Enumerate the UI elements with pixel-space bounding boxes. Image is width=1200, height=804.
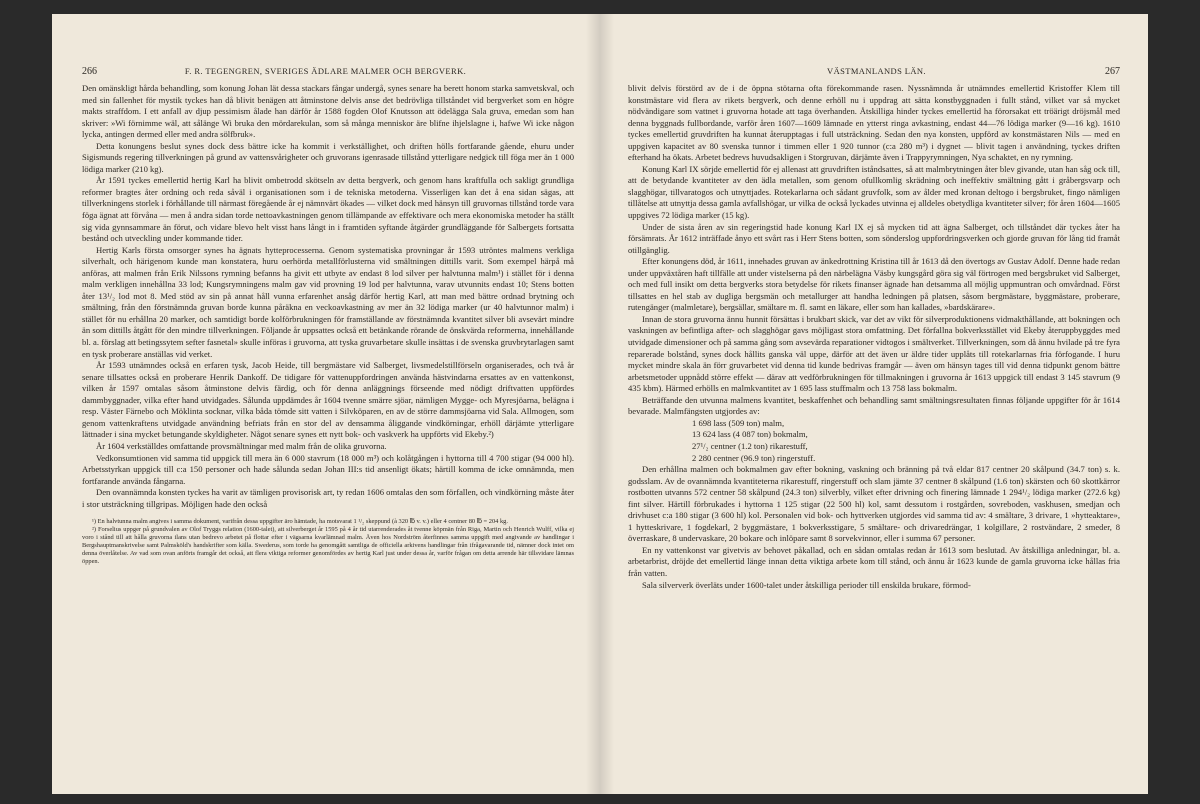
right-page-number: 267 xyxy=(1104,66,1120,77)
right-body-text xyxy=(628,83,1120,591)
right-page xyxy=(600,14,1148,794)
right-running-head: VÄSTMANLANDS LÄN. xyxy=(827,66,926,76)
left-paragraph: År 1604 verkställdes omfattande provsmältningar med malm från de olika gruvorna. xyxy=(96,440,387,451)
right-paragraph: Innan de stora gruvorna ännu hunnit försättas i brukbart skick, var det av vikt för silverproduktionens vidmakthållande, att bokningen och vaskningen av befintliga after- och slagghögar gavs möjligast stora omfattning. Det förfallna bokverksstället vid Ekeby återuppbyggdes med utvidgade dimensioner och på samma gång som avsevärda reparationer vidtogos i smältverket. Tillverkningen, som då ännu hvilade på tre fyra reparerade bolstånd, synes dock hållits ganska väl uppe, därför att det även ur äldre tider upplåts till rotekarlarnas fria förfogande. I huru mycket mindre skala än förr gruvarbetet vid denna tid kunde bedrivas framgår — även om hänsyn tages till vid denna tidpunkt genom bättre arbetsmetoder uppnådd större effekt — därav att vedförbrukningen för tillmakningen i gruvorna år 1613 uppgick till endast 3 145 stavrum (9 435 kbm). Härmed erhölls en malmkvantitet av 1 695 lass stuffmalm och 13 758 lass bokmalm. xyxy=(628,313,1120,394)
ore-list-item: 2 280 centner (96.9 ton) ringerstuff. xyxy=(692,452,816,463)
right-paragraph: Efter konungens död, år 1611, innehades gruvan av änkedrottning Kristina till år 1613 då den övertogs av Gustav Adolf. Denne hade redan under uppväxtåren haft tillfälle att under vistelserna på den närbelägna Väsby kungsgård göra sig väl förtrogen med bergsbruket vid Salberget, och med full insikt om detta bergverks stora betydelse för rikets finanser ägnade han detsamma all möjlig uppmuntran och omvårdnad. Först tillsattes en hel stab av dugliga bergsmän och metallurger att handha ledningen på platsen, såsom bergmästare, byggmästare, proberare, rutengänger (malmletare), bergsällar, smältare m. fl. samt en läkare, eller som han kallades, »bardskärare». xyxy=(628,256,1120,313)
right-running-header xyxy=(628,66,1120,77)
left-paragraph: År 1591 tyckes emellertid hertig Karl ha blivit ombetrodd skötseln av detta bergverk, och genom hans kraftfulla och sakligt grundliga reformer bragtes åter ordning och reda såväl i organisationen som i de tekniska metoderna. Visserligen kan det å ena sidan sägas, att tillverkningens storlek i förhållande till närmast föregående år ej nämnvärt ökades — vilket dock med hänsyn till gruvornas tillstånd torde vara föga ägnat att förvåna — men å andra sidan torde nettoavkastningen genom tillämpande av effektivare och mera ekonomiska metoder ha ställt sig vida gynnsammare än förut, och vidare blevo helt visst hans långt in i framtiden syftande åtgärder grundläggande för Salbergets fortsatta bestånd och utveckling under kommande tider. xyxy=(82,175,574,244)
ore-list-item: 13 624 lass (4 087 ton) bokmalm, xyxy=(692,429,808,440)
right-paragraph: En ny vattenkonst var givetvis av behovet påkallad, och en sådan omtalas redan år 1613 som beslutad. Av åtskilliga anledningar, bl. a. arbetarbrist, dröjde det emellertid länge innan detta viktiga arbete kom till stånd, och ännu år 1623 kunde de gamla gruvorna icke hållas fria från vatten. xyxy=(628,544,1120,578)
left-paragraph: Detta konungens beslut synes dock dess bättre icke ha kommit i verkställighet, och driften hölls fortfarande gående, ehuru under Sigismunds regering tillverkningen på grund av vattensvårigheter och gruvorans igenrasade tillstånd ytterligare nedgick till föga mer än 1 000 lödiga marker (210 kg). xyxy=(82,140,574,174)
ore-list-item: 27¹/₂ centner (1.2 ton) rikarestuff, xyxy=(692,440,808,451)
right-paragraph: blivit delvis förstörd av de i de öppna stötarna ofta förekommande rasen. Nyssnämnda år utnämndes emellertid Kristoffer Klem till konstmästare vid flera av rikets bergverk, och denne erhöll nu i uppdrag att sätta konstbyggnaden i fullt stånd, vilket var så mycket nödvändigare som vattnet i gruvorna hotade att taga överhanden. Åtskilliga hinder tyckes emellertid ha förorsakat ett tröärigt dröjsmål med denna byggnads fullbordande, varför åren 1607—1609 lämnade en ytterst ringa avkastning, endast 44—76 lödiga marker (9—16 kg). 1610 tyckes emellertid gruvdriften ha kunnat återupptagas i full utsträckning. Sedan den nya konsten, uppförd av konstmästaren Nils — med en uppgiven kapacitet av 80 svenska tunnor i timmen eller 1 920 tunnor (c:a 280 m³) i dygnet — blivit tagen i användning, tyckes driften efterhand ha ökats. Arbetet bedrevs huvudsakligen i Storgruvan, därjämte även i Trappyrymningen, Nya schaktet, en ny rymning. xyxy=(628,83,1120,163)
left-footnotes xyxy=(82,518,574,566)
left-running-header xyxy=(82,66,574,77)
ore-yield-list xyxy=(628,418,1120,464)
right-paragraph: Sala silververk överläts under 1600-talet under åtskilliga perioder till enskilda brukare, förmod- xyxy=(642,579,971,590)
gutter-shadow xyxy=(600,14,614,794)
left-paragraph: Hertig Karls första omsorger synes ha ägnats hytteprocesserna. Genom systematiska provningar år 1593 utröntes malmens verkliga silverhalt, och härigenom kunde man konstatera, huru oerhörda metallförlusterna vid smältningen dittills varit. Som exempel härpå må anföras, att malmen från Erik Nilssons rymning befanns ha givit ett utbyte av endast 8 lod silver per halvtunna malm¹) i stället för i denna malm verkligen innehållna 33 lod; Kungsrymningens malm gav vid provning 19 lod per halvtunna, varav utvunnits endast 10; Stens botten åter 13¹/₂ lod mot 8. Med stöd av sin på annat håll vunna erfarenhet ansåg därför hertig Karl, att man med bättre ordnad brytning och smältning, från den förstnämnda gruvan borde kunna påräkna en veckoavkastning av mer än 32 lödiga marker (ur 40 halvtunnor malm) i stället för nu erhållna 20 marker, och samtidigt borde kolförbrukningen för framställande av förstnämnda kvantitet silver bli avsevärt mindre än som dittills åtgått för den mindre tillverkningen. Följande år uppsattes också ett betänkande rörande de önskvärda reformerna, innehållande bl. a. förslag att betingssytem sefter fasnetal» skulle införas i gruvorna, att tyska gruvarbetare skulle insättas i de svenska gruvbrytarlagen samt en tysk proberare anställas vid verket. xyxy=(82,244,574,359)
left-page xyxy=(52,14,600,794)
left-paragraph: Vedkonsumtionen vid samma tid uppgick till mera än 6 000 stavrum (18 000 m³) och kolåtgången i hyttorna till 4 700 stigar (94 000 hl). Arbetsstyrkan uppgick till c:a 150 personer och hade sålunda sedan Johan III:s tid ansenligt ökats; härtill komma de icke omnämnda, men fortfarande använda fångarna. xyxy=(82,452,574,486)
right-paragraph: Beträffande den utvunna malmens kvantitet, beskaffenhet och behandling samt smältningsresultaten finnas följande uppgifter för år 1614 bevarade. Malmfängsten utgjordes av: xyxy=(628,394,1120,417)
left-body-text xyxy=(82,83,574,510)
footnote: ²) Forselius uppger på grundvalen av Olof Tryggs relation (1600-talet), att silverberget år 1595 på 4 år tid utarrenderades åt tvenne köpmän från Riga, Martin och Henrich Wulff, vilka ej voro i stånd till att hålla gruvorna ilans utan bedrevo arbetet på flottar efter i vägsarna kvarlämnad malm. Även hos Nordström återfinnes samma uppgift med angivande av handlingar i Bergshauptmanskrivelse samt Palmsköld's handskrifter som källa. Swederus, som torde ha genomgått samtliga de officiella arkivens handlingar från ifrågavarande tid, nämner dock intet om denna överlåtelse. Av vad som ovan anförts framgår det också, att flera viktiga reformer genomfördes av hertig Karl just under dessa år, varför frågan om detta arrende här tillsvidare lämnas öppen. xyxy=(82,526,574,566)
right-paragraph: Under de sista åren av sin regeringstid hade konung Karl IX ej så mycken tid att ägna Salberget, och tillståndet där tyckes åter ha försämrats. År 1612 inträffade ånyo ett svårt ras i Herr Stens botten, som sönderslog uppfordringsverken och gjorde gruvan för lång tid framåt otillgänglig. xyxy=(628,221,1120,255)
footnote: ¹) En halvtunna malm angives i samma dokument, varifrån dessa uppgifter äro hämtade, ha motsvarat 1 ¹/₂ skeppund (à 320 ℔ v. v.) eller 4 centner 80 ℔ = 204 kg. xyxy=(92,518,508,526)
left-page-number: 266 xyxy=(82,66,97,77)
right-paragraph: Den erhållna malmen och bokmalmen gav efter bokning, vaskning och bränning på två eldar 817 centner 20 skålpund (34.7 ton) s. k. godsslam. Av de ovannämnda kvantiteterna rikarestuff, ringerstuff och slam jämte 37 centner 8 skålpund (1.6 ton) skärsten och 60 skottkärror rostbotten utvanns 572 centner 58 skålpund (24.3 ton) silverbly, vilket efter drivning och finering lämnade 1 294¹/₂ lödiga marker (272.6 kg) fint silver. Härtill förbrukades i hyttorna 1 125 stigar (22 500 hl) kol, samt dessutom i rostgården, sovreboden, vaskhusen, smedjan och drivhuset c:a 180 stigar (3 600 hl) kol. Personalen vid bok- och hyttverken utgjordes vid samma tid av: 4 smältare, 3 drivare, 1 »hytteaktare», 1 hytteskrivare, 1 fogdekarl, 2 byggmästare, 1 bokverksstigare, 5 smältare- och drivaredrängar, 1 kolgillare, 2 rostvändare, 2 smeder, 8 överraskare, 8 undervaskare, 20 bokare och inlöpare samt 8 sorvekvinnor, eller i summa 67 personer. xyxy=(628,464,1120,544)
gutter-shadow xyxy=(586,14,600,794)
left-paragraph: Den ovannämnda konsten tyckes ha varit av tämligen provisorisk art, ty redan 1606 omtalas den som förfallen, och vindkörning måste åter i stor utsträckning tillgripas. Möjligen hade den också xyxy=(82,487,574,509)
left-paragraph: År 1593 utnämndes också en erfaren tysk, Jacob Heide, till bergmästare vid Salberget, livsmedelstillförseln organiserades, och två år senare tillsattes också en proberare Henrik Dankoff. De tidigare för vattenuppfordringen använda hästvindarna ersattes av en vattenkonst, vilken år 1597 omtalas såsom åtminstone delvis färdig, och för denna anläggnings förseende med nödigt driftvatten uppfördes dammbyggnader, vilka efter hand utvidgades. Sålunda uppdämdes år 1604 tvenne smärre sjöar, nämligen Mygge- och Myresjöarna, belägna i resp. Väster Färnebo och Möklinta socknar, vilka båda tömde sitt vatten i Silvköparen, en av de större dammsjöarna vid Sala. Allmogen, som genom vattenkraftens utvidgade användning befriats från en stor del av densamma åliggande vindkörningar, erhöll därjämte ytterligare lättnader i sina mycket betungande skyldigheter. Något senare synes ett nytt bok- och vaskverk ha uppförts vid Ekeby.²) xyxy=(82,360,574,440)
book-spread xyxy=(52,14,1148,794)
left-running-head: F. R. TEGENGREN, SVERIGES ÄDLARE MALMER OCH BERGVERK. xyxy=(184,66,467,76)
right-paragraph: Konung Karl IX sörjde emellertid för ej allenast att gruvdriften iståndsattes, så att malmbrytningen åter blev givande, utan han såg ock till, att de betydande kvantiteter av den ädla metallen, som genom ofullkomlig skrädning och ineffektiv smältning gått i gråbergsvarp och slagghögar, tillvaratogos och utnyttjades. Rotekarlarna och sådant gruvfolk, som av ålder med kronan deltogo i bergsbruket, fingo nämligen tillåtelse att utnyttja dessa gamla avfallshögar, ur vilka de också lyckades utvinna ej alldeles obetydliga kvantiteter silver; för åren 1604—1605 uppgives 72 lödiga marker (15 kg). xyxy=(628,163,1120,221)
left-paragraph: Den omänskligt hårda behandling, som konung Johan lät dessa stackars fångar undergå, synes senare ha berett honom starka samvetskval, och med sin fallenhet för mystik tyckes han då blivit benägen att åtminstone delvis anse det bedrövliga tillståndet vid bergverket som en högre makts straffdom. I ett anfall av djup pessimism ålade han därför år 1588 fogden Olof Knutsson att ödelägga Sala gruva, emedan som han skriver: »Wi förnimme wäl, att sålänge Wi bruka den mördarekulan, som så många menniskor äre blifne ihjelslagne i, hafwe Wi icke någon lycka, antingen dermed eller med andra sölfbruk». xyxy=(82,83,574,140)
ore-list-item: 1 698 lass (509 ton) malm, xyxy=(692,417,785,428)
